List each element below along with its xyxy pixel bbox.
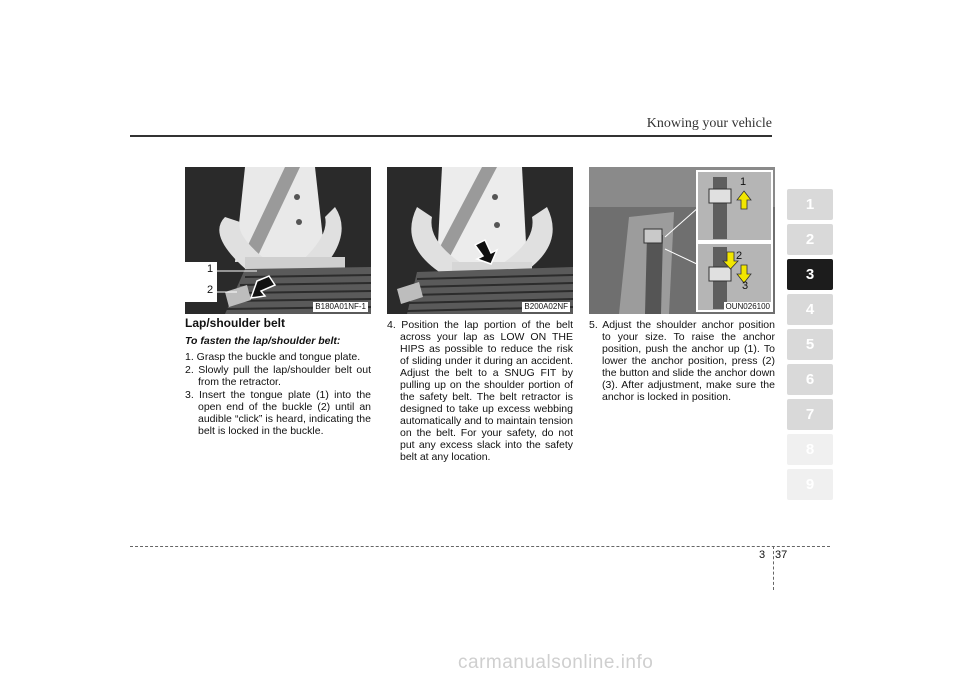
- chapter-tab-2[interactable]: 2: [787, 224, 833, 255]
- header-rule: [130, 135, 772, 137]
- footer-rule: [130, 546, 830, 547]
- lap-position-illustration: [387, 167, 573, 314]
- callout-1: 1: [740, 176, 747, 188]
- column-1: [185, 351, 371, 438]
- step-5: 5. Adjust the shoulder anchor position to your size. To raise the anchor position, push the anchor up (1). To lower the anchor position, press (2) the button and slide the anchor down (3). After adjustment, make sure the anchor is locked in position.: [589, 319, 775, 403]
- chapter-tab-4[interactable]: 4: [787, 294, 833, 325]
- callout-1: 1: [207, 263, 214, 275]
- step-2: 2. Slowly pull the lap/shoulder belt out from the retractor.: [185, 364, 371, 388]
- figure-caption: B200A02NF: [524, 302, 568, 311]
- chapter-tab-6[interactable]: 6: [787, 364, 833, 395]
- chapter-tab-5[interactable]: 5: [787, 329, 833, 360]
- figure-caption: B180A01NF-1: [315, 302, 366, 311]
- callout-3: 3: [742, 280, 749, 292]
- step-1: 1. Grasp the buckle and tongue plate.: [185, 351, 361, 363]
- step-3: 3. Insert the tongue plate (1) into the open end of the buckle (2) until an audible “click” is heard, indicating the belt is locked in the buckle.: [185, 389, 371, 437]
- footer-watermark: carmanualsonline.info: [458, 652, 654, 673]
- page-number: [759, 549, 799, 561]
- page-index: 37: [775, 549, 788, 561]
- figure-caption: OUN026100: [725, 302, 770, 311]
- chapter-tab-7[interactable]: 7: [787, 399, 833, 430]
- chapter-tab-3[interactable]: 3: [787, 259, 833, 290]
- chapter-tab-1[interactable]: 1: [787, 189, 833, 220]
- chapter-tab-9[interactable]: 9: [787, 469, 833, 500]
- figure-shoulder-anchor: [589, 167, 775, 314]
- section-subheading: To fasten the lap/shoulder belt:: [185, 335, 341, 347]
- page-chapter: 3: [759, 549, 766, 561]
- step-4: 4. Position the lap portion of the belt across your lap as LOW ON THE HIPS as possible to reduce the risk of sliding under it during an accident. Adjust the belt to a SNUG FIT by pulling up on the shoulder portion of the safety belt. The belt retractor is designed to take up excess webbing automatically and to maintain tension on the belt. For your safety, do not put any excess slack into the safety belt at any location.: [387, 319, 573, 463]
- section-heading: Lap/shoulder belt: [185, 316, 286, 330]
- column-3: [589, 319, 775, 404]
- figure-buckle-insert: [185, 167, 371, 314]
- chapter-tab-8[interactable]: 8: [787, 434, 833, 465]
- chapter-tabs: [787, 189, 833, 504]
- figure-lap-position: [387, 167, 573, 314]
- callout-2: 2: [207, 284, 214, 296]
- section-title: Knowing your vehicle: [646, 116, 772, 131]
- column-2: [387, 319, 573, 464]
- callout-2: 2: [736, 250, 743, 262]
